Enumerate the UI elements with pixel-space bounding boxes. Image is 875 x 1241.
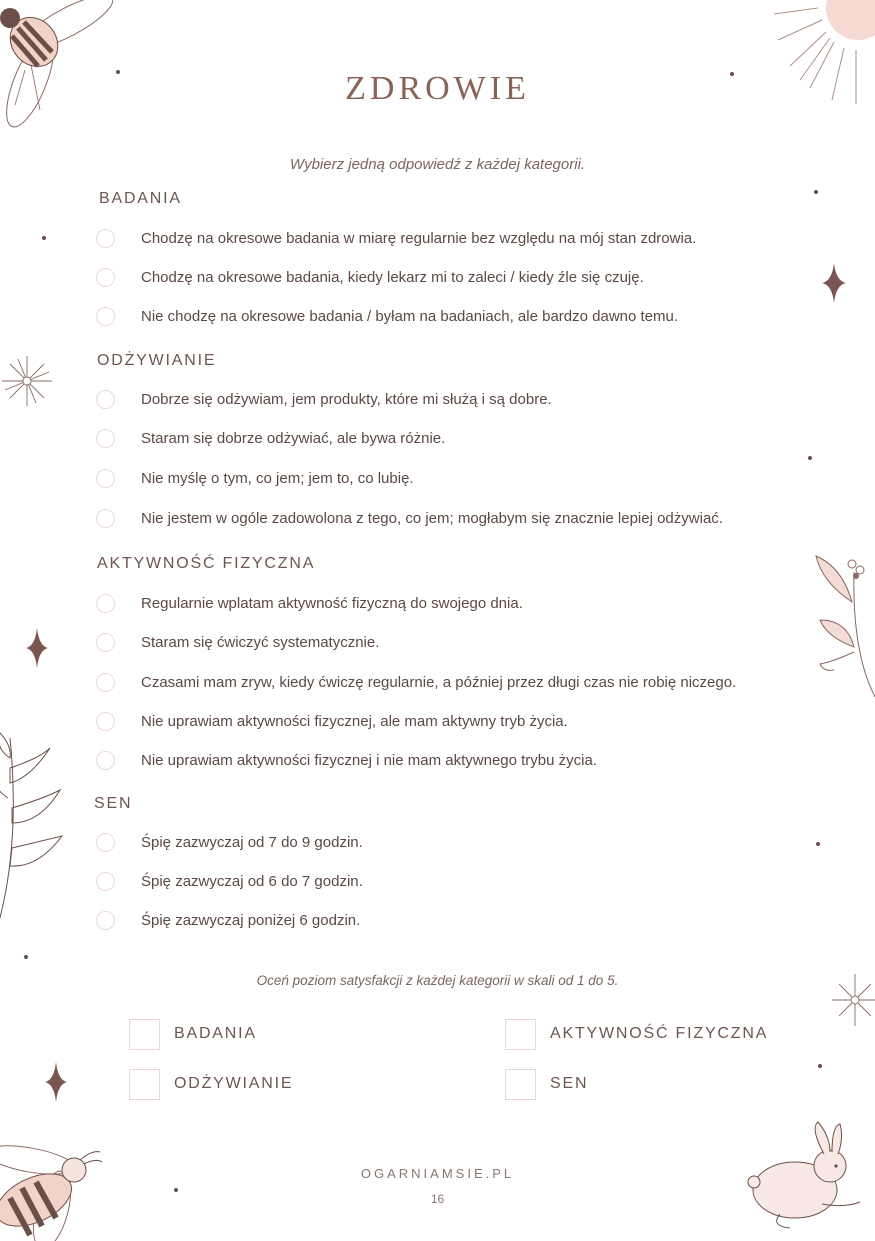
- option-odzywianie-4[interactable]: [96, 506, 723, 530]
- decorative-dot: [42, 236, 46, 240]
- section-title-odzywianie: ODŻYWIANIE: [97, 352, 217, 369]
- sparkle-star: [822, 263, 846, 303]
- radio-button[interactable]: [96, 751, 115, 770]
- option-sen-3[interactable]: [96, 908, 360, 932]
- option-sen-2[interactable]: [96, 869, 363, 893]
- option-badania-1[interactable]: [96, 226, 696, 250]
- option-label: Regularnie wplatam aktywność fizyczną do swojego dnia.: [141, 594, 523, 612]
- rating-instruction: Oceń poziom satysfakcji z każdej kategorii w skali od 1 do 5.: [256, 973, 619, 988]
- section-title-badania: BADANIA: [99, 190, 182, 207]
- option-label: Nie myślę o tym, co jem; jem to, co lubię.: [141, 469, 414, 487]
- radio-button[interactable]: [96, 509, 115, 528]
- option-label: Śpię zazwyczaj poniżej 6 godzin.: [141, 911, 361, 929]
- page-number: 16: [430, 1192, 445, 1206]
- option-label: Czasami mam zryw, kiedy ćwiczę regularnie, a później przez długi czas nie robię niczego.: [141, 673, 737, 691]
- instruction-subtitle: Wybierz jedną odpowiedź z każdej kategorii.: [289, 156, 586, 173]
- radio-button[interactable]: [96, 872, 115, 891]
- option-sen-1[interactable]: [96, 830, 363, 854]
- option-label: Staram się ćwiczyć systematycznie.: [141, 633, 380, 651]
- radio-button[interactable]: [96, 229, 115, 248]
- option-odzywianie-3[interactable]: [96, 466, 414, 490]
- radio-button[interactable]: [96, 833, 115, 852]
- option-label: Nie uprawiam aktywności fizycznej i nie mam aktywnego trybu życia.: [141, 751, 597, 769]
- option-aktywnosc-4[interactable]: [96, 709, 568, 733]
- radio-button[interactable]: [96, 429, 115, 448]
- option-label: Nie uprawiam aktywności fizycznej, ale mam aktywny tryb życia.: [141, 712, 568, 730]
- option-label: Chodzę na okresowe badania w miarę regularnie bez względu na mój stan zdrowia.: [141, 229, 697, 247]
- radio-button[interactable]: [96, 633, 115, 652]
- radio-button[interactable]: [96, 594, 115, 613]
- rating-label: SEN: [550, 1075, 589, 1092]
- option-label: Chodzę na okresowe badania, kiedy lekarz mi to zaleci / kiedy źle się czuję.: [141, 268, 644, 286]
- option-badania-2[interactable]: [96, 265, 644, 289]
- option-aktywnosc-2[interactable]: [96, 630, 379, 654]
- bee-illustration: [0, 1140, 105, 1241]
- radio-button[interactable]: [96, 268, 115, 287]
- section-title-aktywnosc: AKTYWNOŚĆ FIZYCZNA: [97, 555, 316, 572]
- rating-box[interactable]: [129, 1069, 160, 1100]
- option-odzywianie-1[interactable]: [96, 387, 552, 411]
- option-aktywnosc-3[interactable]: [96, 670, 736, 694]
- rating-item-sen[interactable]: [505, 1068, 588, 1100]
- option-label: Nie chodzę na okresowe badania / byłam na badaniach, ale bardzo dawno temu.: [141, 307, 679, 325]
- burst-star: [2, 356, 52, 406]
- radio-button[interactable]: [96, 673, 115, 692]
- radio-button[interactable]: [96, 390, 115, 409]
- option-label: Śpię zazwyczaj od 7 do 9 godzin.: [141, 833, 363, 851]
- rating-item-aktywnosc[interactable]: [505, 1018, 768, 1050]
- rating-label: BADANIA: [174, 1025, 257, 1042]
- radio-button[interactable]: [96, 712, 115, 731]
- berry-branch: [812, 552, 875, 702]
- rating-label: AKTYWNOŚĆ FIZYCZNA: [550, 1025, 769, 1042]
- option-label: Śpię zazwyczaj od 6 do 7 godzin.: [141, 872, 363, 890]
- rating-item-badania[interactable]: [129, 1018, 257, 1050]
- option-label: Dobrze się odżywiam, jem produkty, które mi służą i są dobre.: [141, 390, 552, 408]
- footer-site: OGARNIAMSIE.PL: [360, 1166, 515, 1181]
- radio-button[interactable]: [96, 911, 115, 930]
- radio-button[interactable]: [96, 469, 115, 488]
- rating-box[interactable]: [129, 1019, 160, 1050]
- decorative-dot: [814, 190, 818, 194]
- leafy-branch: [0, 728, 70, 928]
- decorative-dot: [808, 456, 812, 460]
- option-label: Staram się dobrze odżywiać, ale bywa różnie.: [141, 429, 446, 447]
- decorative-dot: [816, 842, 820, 846]
- sparkle-star: [45, 1062, 67, 1102]
- page-title: ZDROWIE: [345, 70, 530, 107]
- rating-box[interactable]: [505, 1019, 536, 1050]
- rating-item-odzywianie[interactable]: [129, 1068, 293, 1100]
- rating-label: ODŻYWIANIE: [174, 1075, 294, 1092]
- option-badania-3[interactable]: [96, 304, 678, 328]
- section-title-sen: SEN: [94, 795, 133, 812]
- decorative-dot: [24, 955, 28, 959]
- rating-box[interactable]: [505, 1069, 536, 1100]
- decorative-dot: [818, 1064, 822, 1068]
- option-aktywnosc-1[interactable]: [96, 591, 523, 615]
- option-odzywianie-2[interactable]: [96, 426, 445, 450]
- radio-button[interactable]: [96, 307, 115, 326]
- option-aktywnosc-5[interactable]: [96, 748, 597, 772]
- sparkle-star: [26, 628, 48, 668]
- option-label: Nie jestem w ogóle zadowolona z tego, co jem; mogłabym się znacznie lepiej odżywiać.: [141, 509, 723, 527]
